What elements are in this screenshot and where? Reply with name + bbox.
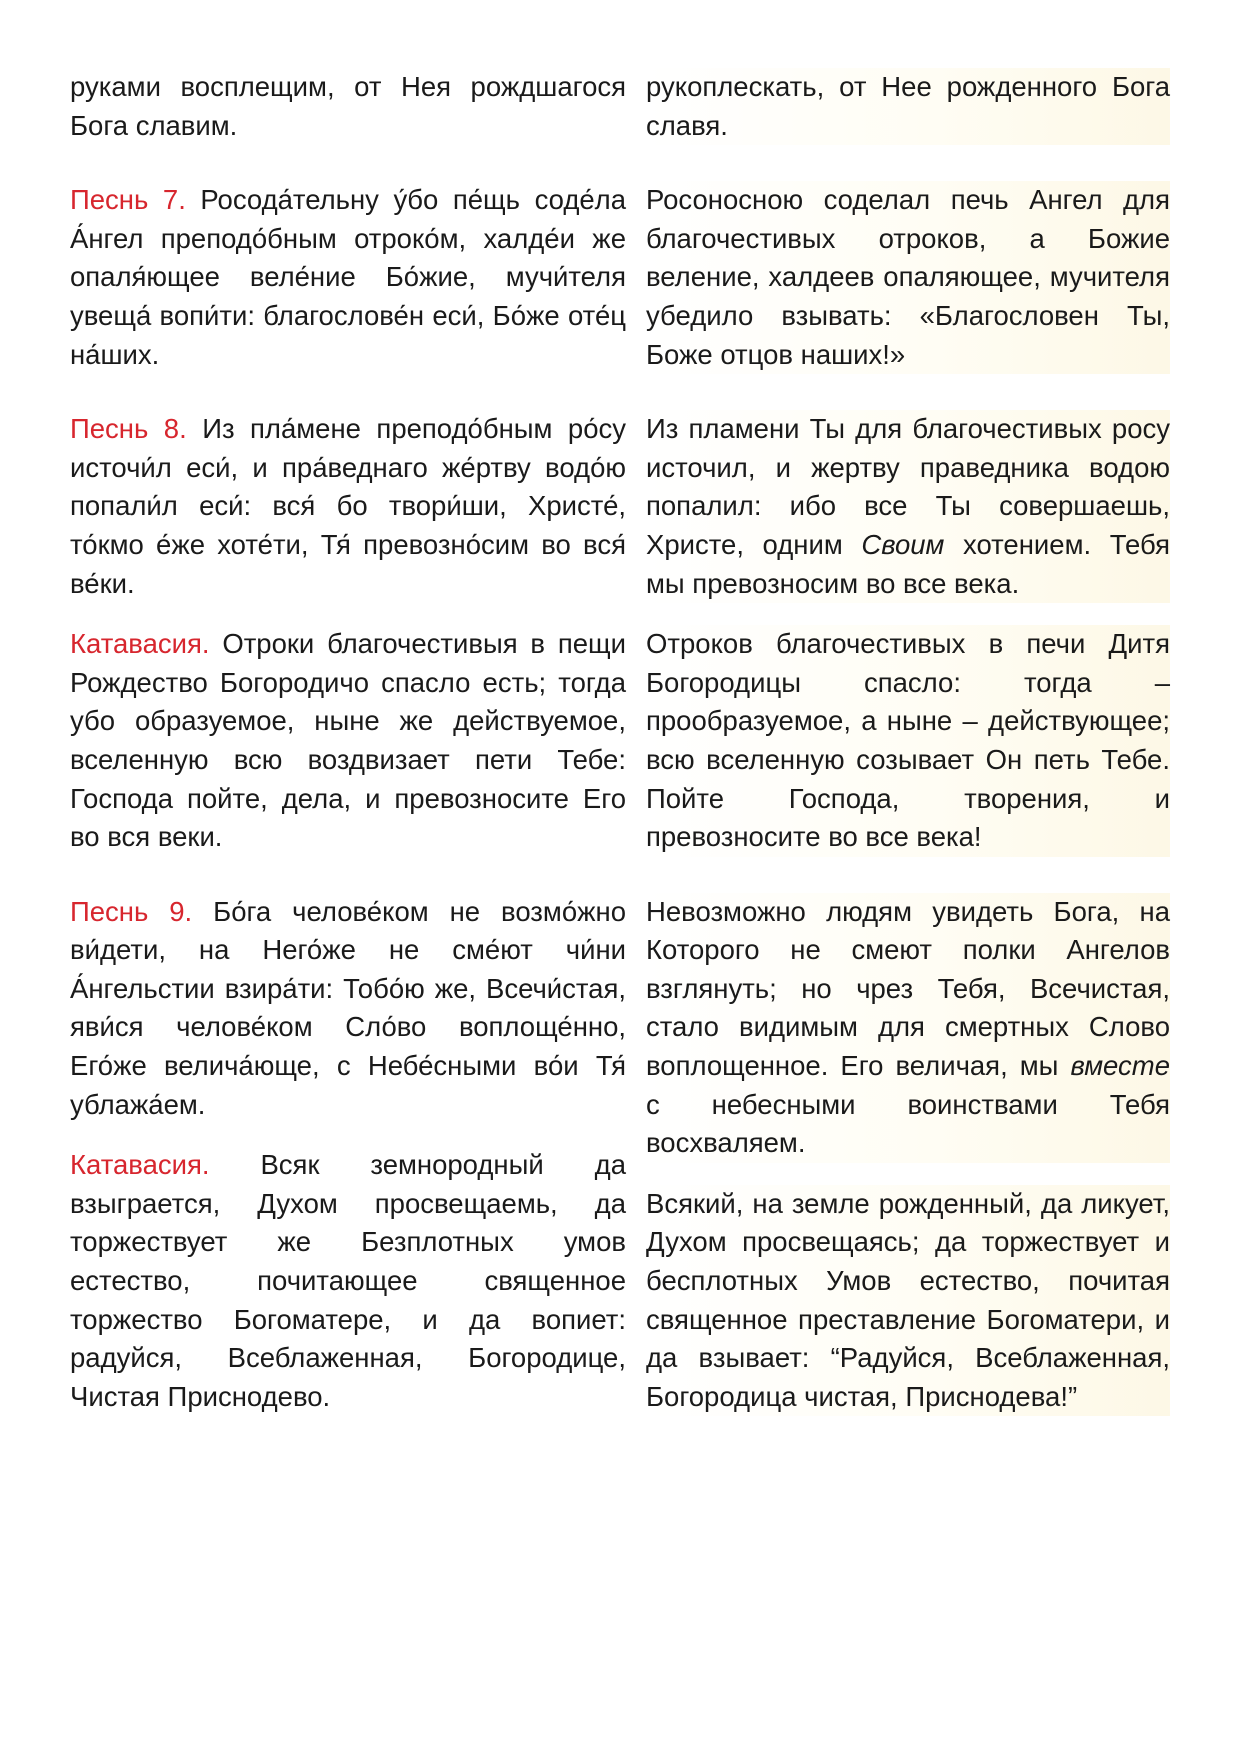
slavonic-paragraph — [70, 625, 626, 857]
paragraph-text: Невозможно людям увидеть Бога, на Которого не смеют полки Ангелов взглянуть; но чрез Тебя, Всечистая, стало видимым для смертных Слово воплощенное. Его величая, мы — [646, 895, 1170, 1082]
text-row — [70, 181, 1170, 374]
russian-translation-column — [646, 410, 1170, 857]
translation-paragraph — [646, 181, 1170, 374]
russian-translation-column — [646, 181, 1170, 374]
text-row — [70, 410, 1170, 857]
translation-paragraph — [646, 893, 1170, 1163]
paragraph-text: рукоплескать, от Нее рожденного Бога славя. — [646, 71, 1170, 141]
church-slavonic-column — [70, 410, 626, 857]
paragraph-text: с небесными воинствами Тебя восхваляем. — [646, 1088, 1170, 1159]
slavonic-paragraph — [70, 410, 626, 603]
slavonic-paragraph — [70, 181, 626, 374]
page — [70, 68, 1170, 1416]
paragraph-text: Из пла́мене преподо́бным ро́су источи́л еси́, и пра́веднаго же́ртву водо́ю попали́л еси́: вся́ бо твори́ши, Христе́, то́кмо е́же хоте́ти, Тя́ превозно́сим во вся́ ве́ки. — [70, 413, 626, 599]
church-slavonic-column — [70, 68, 626, 145]
paragraph-text: Отроков благочестивых в печи Дитя Богородицы спасло: тогда – прообразуемое, а ныне – действующее; всю вселенную созывает Он петь Тебе. Пойте Господа, творения, и превозносите во все века! — [646, 628, 1170, 853]
ode-label: Песнь 8. — [70, 413, 187, 445]
translation-paragraph — [646, 1185, 1170, 1417]
paragraph-text: Всяк земнородный да взыграется, Духом просвещаемь, да торжествует же Безплотных умов естество, почитающее священное торжество Богоматере, и да вопиет: радуйся, Всеблаженная, Богородице, Чистая Приснодево. — [70, 1149, 626, 1412]
church-slavonic-column — [70, 181, 626, 374]
translation-paragraph — [646, 625, 1170, 857]
katavasia-label: Катавасия. — [70, 628, 210, 660]
paragraph-text: Всякий, на земле рожденный, да ликует, Духом просвещаясь; да торжествует и бесплотных Умов естество, почитая священное преставление Богоматери, и да взывает: “Радуйся, Всеблаженная, Богородица чистая, Приснодева!” — [646, 1187, 1170, 1412]
paragraph-text: Росода́тельну у́бо пе́щь соде́ла А́нгел преподо́бным отроко́м, халде́и же опаля́ющее веле́ние Бо́жие, мучи́теля увеща́ вопи́ти: благослове́н еси́, Бо́же оте́ц на́ших. — [70, 184, 627, 370]
russian-translation-column — [646, 893, 1170, 1417]
church-slavonic-column — [70, 893, 626, 1417]
paragraph-text: Из пламени Ты для благочестивых росу источил, и жертву праведника водою попалил: ибо все Ты совершаешь, Христе, одним — [646, 413, 1170, 560]
ode-label: Песнь 9. — [70, 895, 193, 927]
paragraph-text: Бо́га челове́ком не возмо́жно ви́дети, на Него́же не сме́ют чи́ни А́нгельстии взира́ти: Тобо́ю же, Всечи́стая, яви́ся челове́ком Сло́во воплоще́нно, Его́же велича́юще, с Небе́сными во́и Тя́ ублажа́ем. — [70, 895, 626, 1120]
translation-paragraph — [646, 410, 1170, 603]
slavonic-paragraph — [70, 1146, 626, 1416]
italic-word: вместе — [1070, 1050, 1170, 1082]
text-row — [70, 893, 1170, 1417]
paragraph-text: хотением. Тебя мы превозносим во все века. — [646, 528, 1170, 599]
translation-paragraph — [646, 68, 1170, 145]
italic-word: Своим — [861, 528, 945, 560]
paragraph-text: Отроки благочестивыя в пещи Рождество Богородичо спасло есть; тогда убо образуемое, ныне же действуемое, вселенную всю воздвизает пети Тебе: Господа пойте, дела, и превозносите Его во вся веки. — [70, 628, 626, 853]
slavonic-paragraph — [70, 893, 626, 1125]
slavonic-paragraph — [70, 68, 626, 145]
ode-label: Песнь 7. — [70, 184, 186, 216]
katavasia-label: Катавасия. — [70, 1149, 210, 1181]
text-row — [70, 68, 1170, 145]
paragraph-text: руками восплещим, от Нея рождшагося Бога славим. — [70, 71, 626, 141]
russian-translation-column — [646, 68, 1170, 145]
paragraph-text: Росоносною соделал печь Ангел для благочестивых отроков, а Божие веление, халдеев опаляющее, мучителя убедило взывать: «Благословен Ты, Боже отцов наших!» — [646, 184, 1170, 370]
